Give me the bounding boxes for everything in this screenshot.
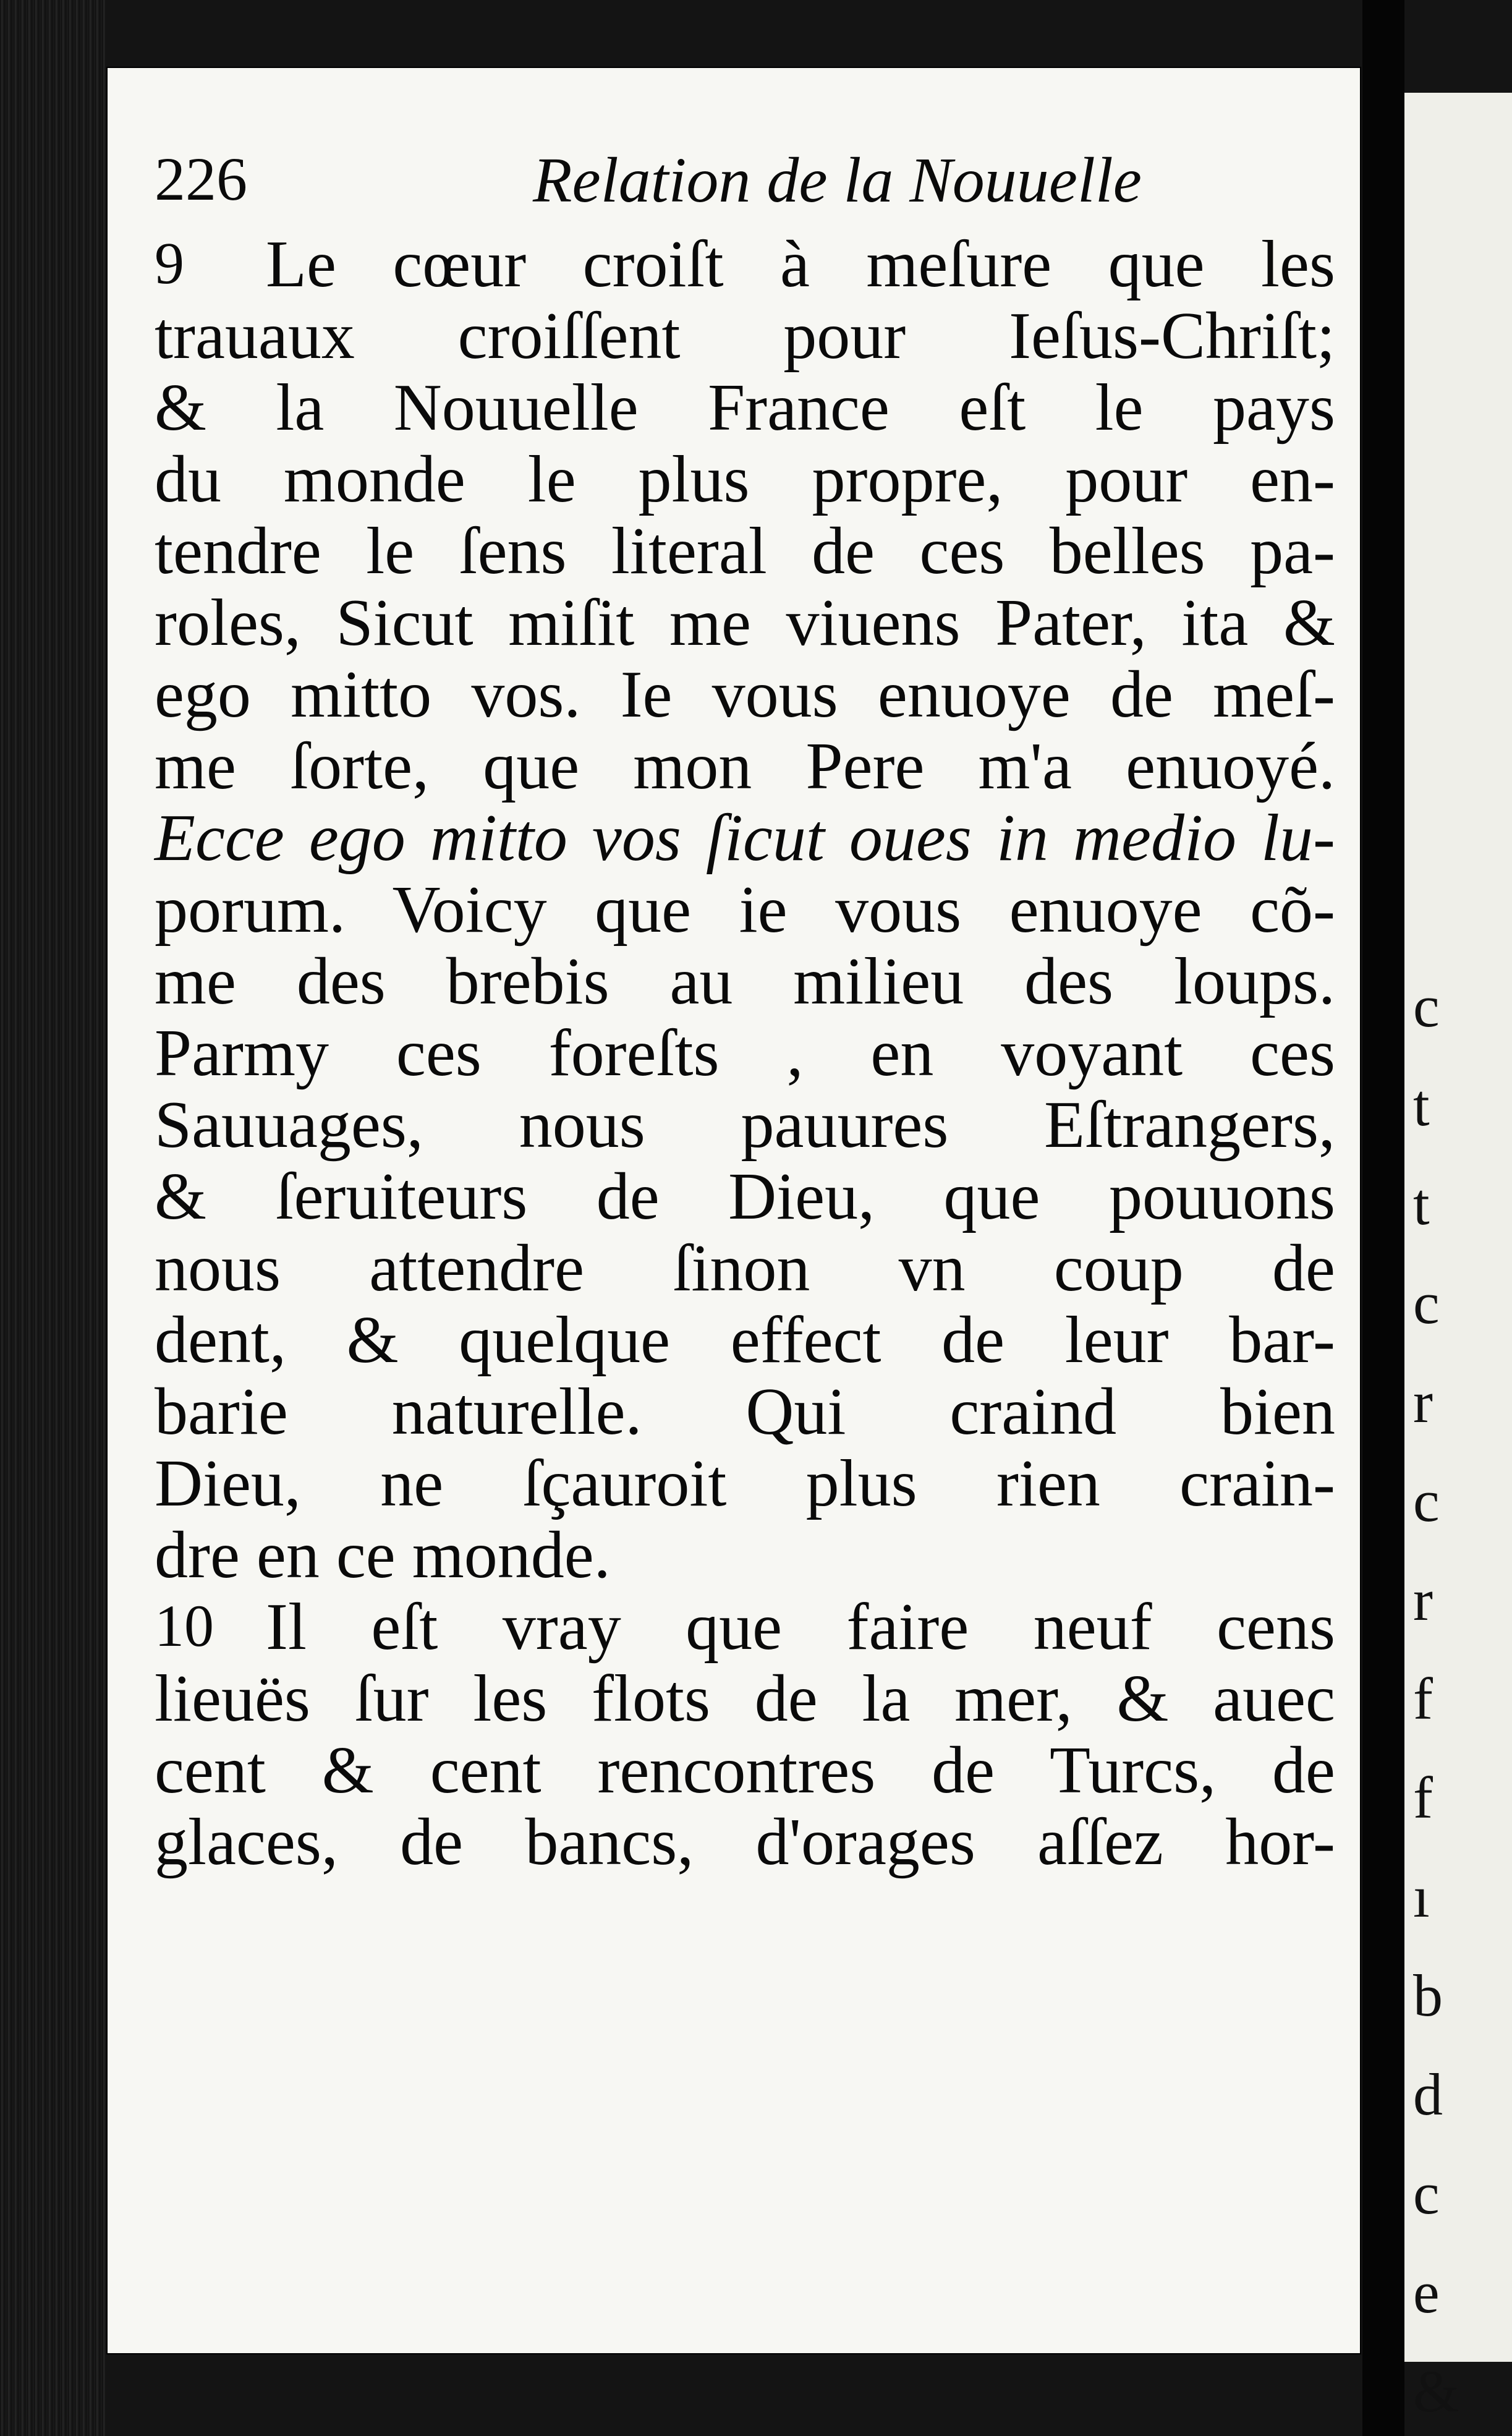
text-line: nous attendre ſinon vn coup de	[155, 1232, 1335, 1305]
text-line: glaces, de bancs, d'orages aſſez hor-	[155, 1805, 1335, 1879]
facing-page-fragment: c	[1413, 1270, 1440, 1336]
text-line: roles, Sicut miſit me viuens Pater, ita &	[155, 586, 1335, 660]
text-line: tendre le ſens literal de ces belles pa-	[155, 514, 1335, 588]
facing-page-fragment: ı	[1413, 1863, 1430, 1930]
text-line: Sauuages, nous pauures Eſtrangers,	[155, 1088, 1335, 1162]
text-line: & la Nouuelle France eſt le pays	[155, 371, 1335, 445]
facing-page-fragment: c	[1413, 1468, 1440, 1534]
text-line: lieuës ſur les flots de la mer, & auec	[155, 1662, 1335, 1735]
text-line: trauaux croiſſent pour Ieſus-Chriſt;	[155, 299, 1335, 373]
text-line: barie naturelle. Qui craind bien	[155, 1375, 1335, 1449]
paragraph-9	[155, 229, 1335, 1591]
book-binding-edge	[0, 0, 105, 2436]
facing-page-fragment: c	[1413, 2160, 1440, 2226]
facing-page-fragment: t	[1413, 1072, 1430, 1138]
facing-page-fragment: c	[1413, 973, 1440, 1039]
facing-page-fragment: &	[1413, 2358, 1459, 2424]
facing-page-fragment: t	[1413, 1171, 1430, 1237]
text-line: Ecce ego mitto vos ſicut oues in medio lu-	[155, 801, 1335, 875]
text-line: Il eſt vray que faire neuf cens	[266, 1590, 1335, 1664]
facing-page-fragment: f	[1413, 1666, 1433, 1732]
text-line: porum. Voicy que ie vous enuoye cõ-	[155, 873, 1335, 947]
facing-page-fragment: r	[1413, 1567, 1433, 1633]
page-gutter	[1362, 0, 1404, 2436]
paragraph-number: 9	[155, 230, 184, 296]
text-line: Dieu, ne ſçauroit plus rien crain-	[155, 1447, 1335, 1520]
text-line: Parmy ces foreſts , en voyant ces	[155, 1016, 1335, 1090]
text-line: du monde le plus propre, pour en-	[155, 443, 1335, 516]
page-number: 226	[155, 145, 247, 213]
text-line: dent, & quelque effect de leur bar-	[155, 1303, 1335, 1377]
text-line: ego mitto vos. Ie vous enuoye de meſ-	[155, 658, 1335, 731]
paragraph-number: 10	[155, 1593, 214, 1659]
paragraph-10	[155, 1591, 1335, 1878]
text-line: me des brebis au milieu des loups.	[155, 945, 1335, 1018]
facing-page-edge	[1404, 93, 1512, 2424]
text-line: Le cœur croiſt à meſure que les	[266, 228, 1335, 301]
running-head: Relation de la Nouuelle	[533, 145, 1142, 216]
text-line: & ſeruiteurs de Dieu, que pouuons	[155, 1160, 1335, 1233]
facing-page-fragment: r	[1413, 1369, 1433, 1435]
facing-page-fragment: f	[1413, 1765, 1433, 1831]
facing-page-fragment: e	[1413, 2259, 1440, 2325]
text-line: dre en ce monde.	[155, 1518, 611, 1592]
text-line: cent & cent rencontres de Turcs, de	[155, 1734, 1335, 1807]
facing-page-fragment: b	[1413, 1962, 1443, 2029]
facing-page-fragment: d	[1413, 2061, 1443, 2127]
text-line: me ſorte, que mon Pere m'a enuoyé.	[155, 730, 1335, 803]
page-header	[155, 143, 1329, 224]
